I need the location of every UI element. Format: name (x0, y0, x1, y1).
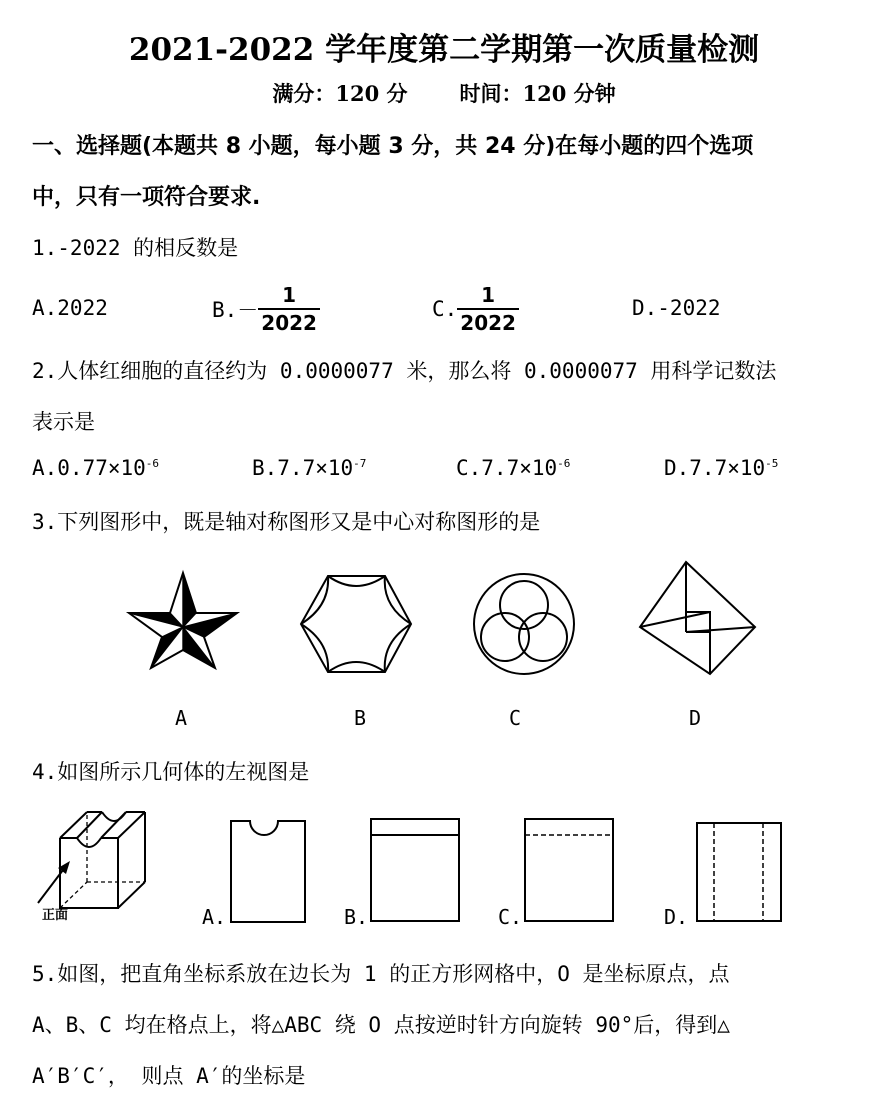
q2-option-c-exponent: -6 (557, 457, 571, 470)
section-heading-line1: 一、选择题(本题共 8 小题，每小题 3 分，共 24 分)在每小题的四个选项 (32, 134, 754, 159)
q1-option-b-prefix: B.－ (212, 298, 259, 322)
q2-option-d-base: D.7.7×10 (664, 456, 766, 480)
q3-figure-c-circles (470, 572, 578, 678)
exam-time: 时间：120 分钟 (459, 81, 616, 106)
q4-label-d: D. (664, 905, 689, 929)
q1-option-b (212, 282, 320, 336)
q2-option-d (664, 456, 778, 480)
exam-meta (0, 78, 888, 108)
q3-label-a: A (175, 706, 188, 730)
q2-stem-line1: 2.人体红细胞的直径约为 0.0000077 米，那么将 0.0000077 用科学记数法 (32, 359, 777, 383)
q4-option-c-figure (522, 816, 616, 924)
q3-label-d: D (689, 706, 702, 730)
q2-option-b-base: B.7.7×10 (252, 456, 354, 480)
q1-option-c-prefix: C. (432, 297, 458, 321)
q4-stem: 4.如图所示几何体的左视图是 (32, 760, 310, 784)
q3-figure-a-star (128, 570, 238, 672)
q1-option-b-fraction (258, 282, 320, 336)
q2-option-b-exponent: -7 (353, 457, 367, 470)
full-score: 满分：120 分 (272, 81, 408, 106)
q5-stem-line3: A′B′C′， 则点 A′的坐标是 (32, 1064, 306, 1088)
q2-option-d-exponent: -5 (765, 457, 779, 470)
q2-option-b (252, 456, 366, 480)
q2-stem-line2: 表示是 (32, 410, 95, 434)
q3-figure-b-hexagon (298, 572, 414, 676)
q1-option-c-fraction (457, 282, 519, 336)
q3-figure-d-pinwheel (638, 558, 758, 678)
q1-option-c-numerator: 1 (457, 282, 519, 310)
q4-label-b: B. (344, 905, 369, 929)
q1-option-d: D.-2022 (632, 296, 721, 320)
q1-option-b-denominator: 2022 (261, 311, 317, 335)
q4-label-c: C. (498, 905, 523, 929)
q1-stem: 1.-2022 的相反数是 (32, 236, 239, 260)
q2-option-c-base: C.7.7×10 (456, 456, 558, 480)
q4-option-b-figure (368, 816, 462, 924)
q2-option-c (456, 456, 570, 480)
q1-option-c-denominator: 2022 (460, 311, 516, 335)
q2-option-a-base: A.0.77×10 (32, 456, 146, 480)
q5-stem-line1: 5.如图，把直角坐标系放在边长为 1 的正方形网格中，O 是坐标原点，点 (32, 962, 730, 986)
section-heading-line2: 中，只有一项符合要求. (32, 185, 261, 210)
q2-option-a-exponent: -6 (145, 457, 160, 470)
q1-option-c (432, 282, 519, 336)
q4-label-a: A. (202, 905, 227, 929)
q1-option-b-numerator: 1 (258, 282, 320, 310)
q4-option-d-figure (694, 820, 784, 924)
q5-stem-line2: A、B、C 均在格点上，将△ABC 绕 O 点按逆时针方向旋转 90°后，得到△ (32, 1013, 730, 1037)
q3-label-b: B (354, 706, 367, 730)
q3-stem: 3.下列图形中，既是轴对称图形又是中心对称图形的是 (32, 510, 541, 534)
q1-option-a: A.2022 (32, 296, 108, 320)
q2-option-a (32, 456, 159, 480)
q4-option-a-figure (228, 818, 308, 924)
q3-label-c: C (509, 706, 522, 730)
page-title: 2021-2022 学年度第二学期第一次质量检测 (128, 32, 760, 68)
q4-front-label: 正面 (42, 908, 69, 923)
